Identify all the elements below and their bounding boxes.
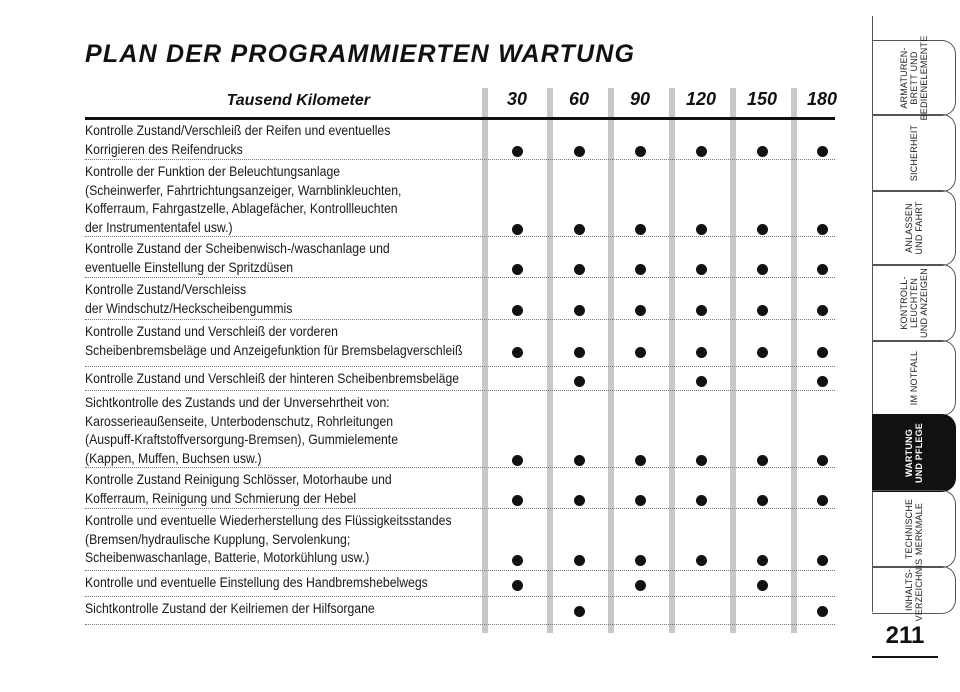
- interval-mark: [757, 224, 768, 235]
- row-description: Kontrolle Zustand der Scheibenwisch-/waschanlage und eventuelle Einstellung der Spritzdüsen: [85, 241, 390, 275]
- interval-mark: [757, 580, 768, 591]
- column-bar: [669, 88, 675, 633]
- row-separator: [85, 390, 835, 391]
- column-header: 120: [685, 89, 717, 109]
- interval-mark: [696, 224, 707, 235]
- chapter-tab[interactable]: [872, 558, 956, 622]
- interval-mark: [696, 376, 707, 387]
- interval-mark: [574, 264, 585, 275]
- interval-mark: [635, 305, 646, 316]
- interval-mark: [817, 376, 828, 387]
- interval-mark: [817, 347, 828, 358]
- row-separator: [85, 467, 835, 468]
- page-number: 211: [885, 622, 925, 649]
- chapter-tab[interactable]: [872, 414, 956, 492]
- chapter-tab[interactable]: [872, 490, 956, 568]
- interval-mark: [635, 146, 646, 157]
- row-description: Kontrolle und eventuelle Wiederherstellung des Flüssigkeitsstandes (Bremsen/hydraulische Kupplung, Servolenkung; Scheibenwaschanlage, Batterie, Motorkühlung usw.): [85, 513, 452, 565]
- column-header: 180: [806, 89, 838, 109]
- row-separator: [85, 596, 835, 597]
- chapter-tab-label: TECHNISCHE MERKMALE: [904, 498, 924, 560]
- interval-mark: [512, 264, 523, 275]
- chapter-tab-label: ANLASSEN UND FAHRT: [904, 201, 924, 255]
- interval-mark: [757, 555, 768, 566]
- interval-mark: [817, 555, 828, 566]
- row-description: Kontrolle Zustand/Verschleiß der Reifen und eventuelles Korrigieren des Reifendrucks: [85, 123, 391, 157]
- row-description: Kontrolle und eventuelle Einstellung des Handbremshebelwegs: [85, 575, 428, 590]
- interval-mark: [635, 580, 646, 591]
- chapter-tab-label: WARTUNG UND PFLEGE: [904, 422, 924, 484]
- column-header: 30: [506, 89, 528, 109]
- column-header: 90: [629, 89, 651, 109]
- row-separator: [85, 508, 835, 509]
- column-bar: [608, 88, 614, 633]
- interval-mark: [696, 264, 707, 275]
- column-header: 150: [746, 89, 778, 109]
- interval-mark: [696, 495, 707, 506]
- row-description: Kontrolle der Funktion der Beleuchtungsanlage (Scheinwerfer, Fahrtrichtungsanzeiger, Warnblinkleuchten, Kofferraum, Fahrgastzelle, Ablagefächer, Kontrollleuchten der Instrumententafel usw.): [85, 164, 402, 235]
- column-bar: [482, 88, 488, 633]
- interval-mark: [574, 347, 585, 358]
- row-separator: [85, 570, 835, 571]
- interval-mark: [817, 606, 828, 617]
- interval-mark: [512, 555, 523, 566]
- row-separator: [85, 159, 835, 160]
- chapter-tab[interactable]: [872, 114, 956, 192]
- interval-mark: [574, 495, 585, 506]
- column-bar: [730, 88, 736, 633]
- interval-mark: [696, 555, 707, 566]
- interval-mark: [817, 224, 828, 235]
- interval-mark: [757, 305, 768, 316]
- interval-mark: [574, 305, 585, 316]
- interval-mark: [512, 580, 523, 591]
- interval-mark: [696, 305, 707, 316]
- interval-mark: [817, 264, 828, 275]
- chapter-tab-label: SICHERHEIT: [909, 124, 919, 182]
- interval-mark: [696, 347, 707, 358]
- row-separator: [85, 366, 835, 367]
- interval-mark: [512, 455, 523, 466]
- interval-mark: [574, 606, 585, 617]
- page-title: PLAN DER PROGRAMMIERTEN WARTUNG: [85, 40, 636, 68]
- interval-mark: [817, 146, 828, 157]
- chapter-tabs: [862, 0, 960, 692]
- chapter-tab-label: INHALTS- VERZEICHNIS: [904, 558, 924, 622]
- column-bar: [547, 88, 553, 633]
- row-separator: [85, 319, 835, 320]
- interval-mark: [817, 305, 828, 316]
- row-description: Sichtkontrolle Zustand der Keilriemen der Hilfsorgane: [85, 601, 375, 616]
- interval-mark: [696, 146, 707, 157]
- interval-mark: [635, 224, 646, 235]
- interval-mark: [757, 455, 768, 466]
- row-separator: [85, 624, 835, 625]
- chapter-tab[interactable]: [872, 340, 956, 416]
- header-rule: [85, 117, 835, 120]
- interval-mark: [635, 455, 646, 466]
- row-description: Kontrolle Zustand Reinigung Schlösser, Motorhaube und Kofferraum, Reinigung und Schmierung der Hebel: [85, 472, 392, 506]
- interval-mark: [574, 224, 585, 235]
- interval-mark: [512, 305, 523, 316]
- chapter-tab-label: IM NOTFALL: [909, 350, 919, 406]
- column-header: 60: [568, 89, 590, 109]
- interval-mark: [635, 347, 646, 358]
- interval-mark: [635, 264, 646, 275]
- interval-mark: [757, 264, 768, 275]
- row-description: Kontrolle Zustand/Verschleiss der Windschutz/Heckscheibengummis: [85, 282, 293, 316]
- interval-mark: [757, 347, 768, 358]
- row-description: Kontrolle Zustand und Verschleiß der hinteren Scheibenbremsbeläge: [85, 371, 460, 386]
- row-description: Sichtkontrolle des Zustands und der Unversehrtheit von: Karosserieaußenseite, Unterbodenschutz, Rohrleitungen (Auspuff-Kraftstoffversorgung-Bremsen), Gummielemente (Kappen, Muffen, Buchsen usw.): [85, 395, 399, 466]
- interval-mark: [757, 146, 768, 157]
- interval-mark: [696, 455, 707, 466]
- interval-mark: [817, 495, 828, 506]
- chapter-tab[interactable]: [872, 35, 956, 121]
- interval-mark: [512, 495, 523, 506]
- row-separator: [85, 236, 835, 237]
- interval-mark: [574, 376, 585, 387]
- page-number-rule: [872, 656, 938, 658]
- interval-mark: [574, 555, 585, 566]
- column-bar: [791, 88, 797, 633]
- chapter-tab[interactable]: [872, 264, 956, 342]
- row-separator: [85, 277, 835, 278]
- chapter-tab-label: ARMATUREN- BRETT UND BEDIENELEMENTE: [899, 35, 929, 121]
- interval-mark: [512, 347, 523, 358]
- interval-mark: [757, 495, 768, 506]
- interval-mark: [817, 455, 828, 466]
- interval-mark: [512, 146, 523, 157]
- row-description: Kontrolle Zustand und Verschleiß der vorderen Scheibenbremsbeläge und Anzeigefunktion für Bremsbelagverschleiß: [85, 324, 463, 358]
- column-header-label: Tausend Kilometer: [226, 92, 370, 109]
- interval-mark: [635, 555, 646, 566]
- chapter-tab[interactable]: [872, 190, 956, 266]
- interval-mark: [512, 224, 523, 235]
- chapter-tab-label: KONTROLL- LEUCHTEN UND ANZEIGEN: [899, 268, 929, 338]
- interval-mark: [574, 146, 585, 157]
- interval-mark: [635, 495, 646, 506]
- interval-mark: [574, 455, 585, 466]
